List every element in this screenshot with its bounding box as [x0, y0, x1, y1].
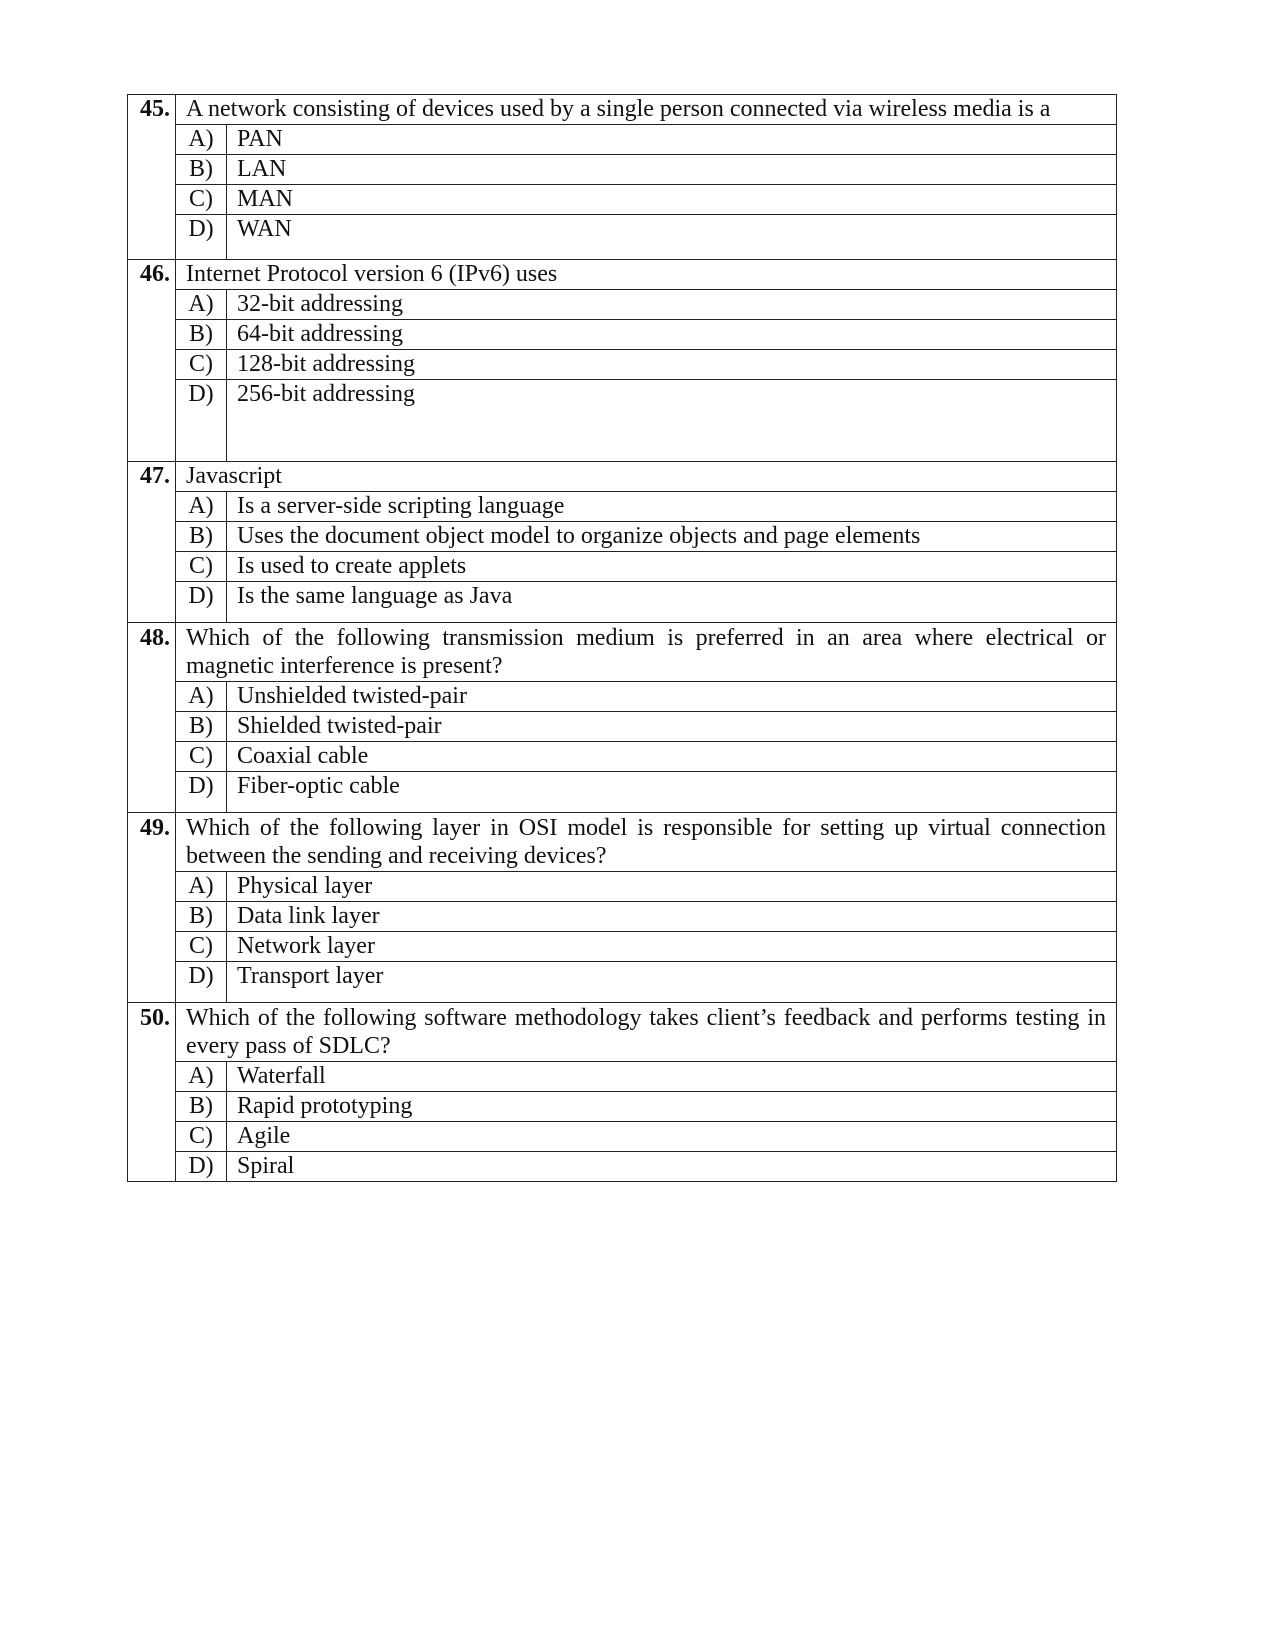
option-text: LAN: [227, 155, 1117, 185]
option-row: [128, 962, 1117, 1003]
option-text: Transport layer: [227, 962, 1117, 1003]
option-row: [128, 320, 1117, 350]
option-row: [128, 350, 1117, 380]
option-text: Network layer: [227, 932, 1117, 962]
option-label: A): [176, 872, 227, 902]
option-text: Agile: [227, 1122, 1117, 1152]
option-label: D): [176, 582, 227, 623]
option-label: B): [176, 902, 227, 932]
option-label: C): [176, 185, 227, 215]
option-label: D): [176, 772, 227, 813]
option-row: [128, 522, 1117, 552]
question-47-stem: [128, 462, 1117, 492]
option-label: D): [176, 1152, 227, 1182]
option-text: PAN: [227, 125, 1117, 155]
question-number: 50.: [128, 1003, 176, 1182]
option-text: Data link layer: [227, 902, 1117, 932]
option-row: [128, 742, 1117, 772]
question-text: Javascript: [176, 462, 1117, 492]
option-label: B): [176, 522, 227, 552]
option-label: C): [176, 1122, 227, 1152]
question-table: [127, 94, 1117, 1182]
option-text: 32-bit addressing: [227, 290, 1117, 320]
option-text: Uses the document object model to organize objects and page elements: [227, 522, 1117, 552]
option-label: B): [176, 320, 227, 350]
question-text: Internet Protocol version 6 (IPv6) uses: [176, 260, 1117, 290]
question-text: Which of the following layer in OSI model is responsible for setting up virtual connection between the sending and receiving devices?: [176, 813, 1117, 872]
option-text: 256-bit addressing: [227, 380, 1117, 462]
option-row: [128, 712, 1117, 742]
question-45-stem: [128, 95, 1117, 125]
option-row: [128, 125, 1117, 155]
option-row: [128, 185, 1117, 215]
option-text: Waterfall: [227, 1062, 1117, 1092]
question-text: Which of the following software methodology takes client’s feedback and performs testing in every pass of SDLC?: [176, 1003, 1117, 1062]
option-text: Is used to create applets: [227, 552, 1117, 582]
option-row: [128, 492, 1117, 522]
option-row: [128, 155, 1117, 185]
option-label: D): [176, 380, 227, 462]
question-number: 49.: [128, 813, 176, 1003]
option-text: Is a server-side scripting language: [227, 492, 1117, 522]
option-row: [128, 380, 1117, 462]
option-row: [128, 682, 1117, 712]
option-text: Fiber-optic cable: [227, 772, 1117, 813]
question-text: Which of the following transmission medium is preferred in an area where electrical or magnetic interference is present?: [176, 623, 1117, 682]
option-row: [128, 1122, 1117, 1152]
option-text: MAN: [227, 185, 1117, 215]
option-row: [128, 1062, 1117, 1092]
question-number: 46.: [128, 260, 176, 462]
option-label: C): [176, 350, 227, 380]
option-row: [128, 902, 1117, 932]
option-text: WAN: [227, 215, 1117, 260]
option-row: [128, 215, 1117, 260]
question-number: 45.: [128, 95, 176, 260]
question-49-stem: [128, 813, 1117, 872]
question-50-stem: [128, 1003, 1117, 1062]
option-label: B): [176, 712, 227, 742]
option-row: [128, 772, 1117, 813]
option-label: D): [176, 215, 227, 260]
option-text: Rapid prototyping: [227, 1092, 1117, 1122]
option-row: [128, 872, 1117, 902]
option-text: Coaxial cable: [227, 742, 1117, 772]
option-label: D): [176, 962, 227, 1003]
option-text: Physical layer: [227, 872, 1117, 902]
option-text: 128-bit addressing: [227, 350, 1117, 380]
option-row: [128, 932, 1117, 962]
option-row: [128, 582, 1117, 623]
option-row: [128, 552, 1117, 582]
option-text: Shielded twisted-pair: [227, 712, 1117, 742]
option-row: [128, 1092, 1117, 1122]
question-number: 48.: [128, 623, 176, 813]
option-label: B): [176, 1092, 227, 1122]
option-label: C): [176, 742, 227, 772]
option-row: [128, 290, 1117, 320]
option-row: [128, 1152, 1117, 1182]
question-sheet: [127, 94, 1117, 1182]
option-text: 64-bit addressing: [227, 320, 1117, 350]
option-text: Unshielded twisted-pair: [227, 682, 1117, 712]
option-label: A): [176, 125, 227, 155]
question-text: A network consisting of devices used by a single person connected via wireless media is a: [176, 95, 1117, 125]
question-48-stem: [128, 623, 1117, 682]
option-label: A): [176, 682, 227, 712]
option-label: C): [176, 932, 227, 962]
option-label: A): [176, 290, 227, 320]
option-label: A): [176, 492, 227, 522]
option-label: C): [176, 552, 227, 582]
option-label: A): [176, 1062, 227, 1092]
question-46-stem: [128, 260, 1117, 290]
option-text: Spiral: [227, 1152, 1117, 1182]
option-text: Is the same language as Java: [227, 582, 1117, 623]
option-label: B): [176, 155, 227, 185]
question-number: 47.: [128, 462, 176, 623]
